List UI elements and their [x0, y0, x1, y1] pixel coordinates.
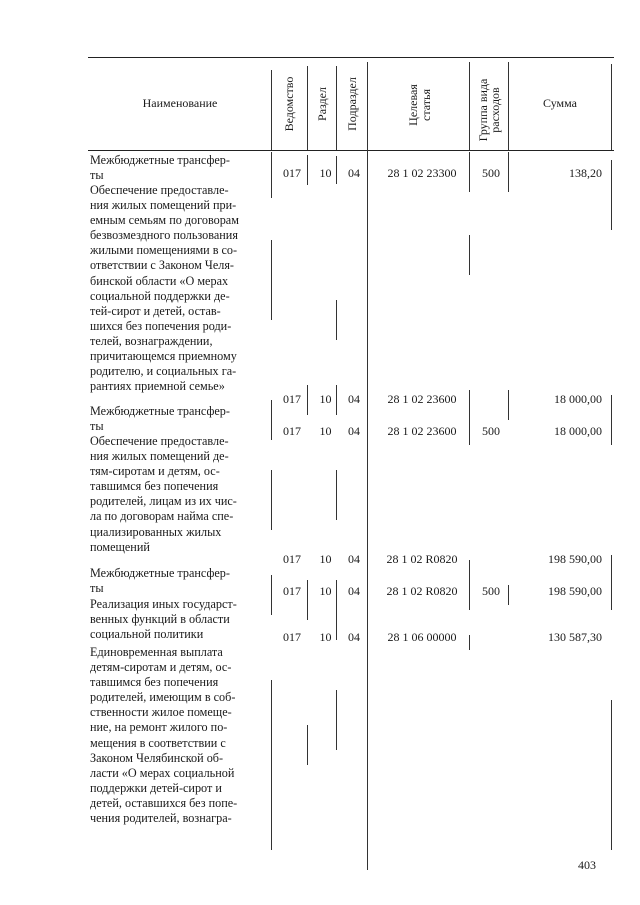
name-line: ния жилых помещений при-	[90, 198, 237, 213]
header-podrazdel: Подраздел	[345, 77, 359, 131]
col-sep	[508, 62, 509, 150]
cell-group: 500	[482, 584, 500, 598]
col-sep	[611, 64, 612, 150]
col-sep-body	[611, 555, 612, 610]
name-line: жилыми помещениями в со-	[90, 243, 238, 258]
name-line: венных функций в области	[90, 612, 230, 627]
name-line: помещений	[90, 539, 150, 554]
name-line: ла по договорам найма спе-	[90, 509, 234, 524]
name-line: ния жилых помещений де-	[90, 449, 229, 464]
name-line: циализированных жилых	[90, 524, 222, 539]
cell-sum: 198 590,00	[548, 552, 602, 566]
cell-target: 28 1 02 23600	[387, 392, 457, 406]
name-line: бинской области «О мерах	[90, 273, 229, 288]
col-sep-body	[469, 235, 470, 275]
col-sep	[367, 62, 368, 150]
name-line: безвозмездного пользования	[90, 228, 238, 243]
name-block-transfers-2	[90, 404, 266, 434]
header-bottom-rule	[88, 150, 614, 151]
col-sep-body	[508, 390, 509, 420]
cell-vedomstvo: 017	[283, 630, 301, 644]
cell-podrazdel: 04	[348, 584, 360, 598]
header-group-text: Группа вида расходов	[476, 78, 502, 142]
cell-vedomstvo: 017	[283, 424, 301, 438]
name-line: чения родителей, вознагра-	[90, 811, 232, 826]
col-sep-body	[611, 160, 612, 230]
col-sep-body	[367, 150, 368, 870]
col-sep-body	[271, 400, 272, 440]
name-line: ственности жилое помеще-	[90, 705, 232, 720]
name-block-one-time-payment	[90, 645, 266, 826]
cell-sum: 198 590,00	[548, 584, 602, 598]
cell-razdel: 10	[319, 552, 332, 566]
name-line: родителей, лицам из их чис-	[90, 494, 237, 509]
name-line: рантиях приемной семье»	[90, 379, 225, 394]
name-line: Межбюджетные трансфер-	[90, 153, 230, 167]
name-line: причитающемся приемному	[90, 349, 237, 364]
col-sep-body	[611, 700, 612, 850]
cell-group: 500	[482, 166, 500, 180]
col-sep	[271, 70, 272, 150]
cell-target: 28 1 02 R0820	[386, 552, 458, 566]
name-line: Единовременная выплата	[90, 645, 223, 659]
cell-sum: 18 000,00	[554, 392, 602, 406]
col-sep-body	[336, 690, 337, 750]
name-line: тавшимся без попечения	[90, 479, 219, 494]
name-line: тавшимся без попечения	[90, 675, 219, 690]
cell-sum: 138,20	[569, 166, 602, 180]
name-block-foster-families	[90, 183, 266, 394]
name-line: Обеспечение предоставле-	[90, 183, 229, 197]
name-line: поддержки детей-сирот и	[90, 780, 222, 795]
cell-razdel: 10	[319, 166, 332, 180]
header-sum: Сумма	[543, 96, 577, 110]
cell-target: 28 1 02 23300	[387, 166, 457, 180]
cell-podrazdel: 04	[348, 630, 360, 644]
cell-podrazdel: 04	[348, 552, 360, 566]
name-block-orphans-housing	[90, 434, 266, 555]
header-top-rule	[88, 57, 614, 58]
name-line: детей, оставшихся без попе-	[90, 795, 238, 810]
name-line: ответствии с Законом Челя-	[90, 258, 234, 273]
header-vedomstvo: Ведомство	[282, 76, 296, 132]
name-line: тям-сиротам и детям, ос-	[90, 464, 220, 479]
cell-group: 500	[482, 424, 500, 438]
cell-razdel: 10	[319, 424, 332, 438]
header-razdel: Раздел	[315, 87, 329, 121]
name-line: Межбюджетные трансфер-	[90, 404, 230, 418]
cell-podrazdel: 04	[348, 166, 360, 180]
cell-podrazdel: 04	[348, 392, 360, 406]
name-line: социальной поддержки де-	[90, 288, 230, 303]
cell-vedomstvo: 017	[283, 584, 301, 598]
name-line: емным семьям по договорам	[90, 213, 239, 228]
col-sep-body	[611, 395, 612, 445]
name-line: ние, на ремонт жилого по-	[90, 720, 228, 735]
name-line: родителю, и социальных га-	[90, 364, 237, 379]
name-block-transfers-1	[90, 153, 266, 183]
col-sep-body	[271, 575, 272, 615]
name-block-transfers-3	[90, 566, 266, 596]
name-line: мещения в соответствии с	[90, 735, 226, 750]
col-sep-body	[271, 240, 272, 320]
name-line: социальной политики	[90, 627, 204, 642]
cell-target: 28 1 02 R0820	[386, 584, 458, 598]
name-block-state-functions	[90, 597, 266, 642]
col-sep-body	[271, 680, 272, 850]
name-line: телей, вознаграждении,	[90, 333, 213, 348]
name-line: Реализация иных государст-	[90, 597, 237, 611]
col-sep-body	[336, 470, 337, 520]
col-sep-body	[307, 725, 308, 765]
header-name: Наименование	[142, 96, 218, 110]
name-line: ласти «О мерах социальной	[90, 765, 235, 780]
page-number: 403	[578, 858, 596, 872]
cell-sum: 18 000,00	[554, 424, 602, 438]
name-line: Обеспечение предоставле-	[90, 434, 229, 448]
cell-razdel: 10	[319, 630, 332, 644]
cell-vedomstvo: 017	[283, 166, 301, 180]
cell-target: 28 1 06 00000	[387, 630, 457, 644]
cell-podrazdel: 04	[348, 424, 360, 438]
col-sep	[307, 66, 308, 150]
header-target-text: Целевая статья	[406, 84, 433, 126]
name-line: ты	[90, 419, 104, 434]
cell-vedomstvo: 017	[283, 552, 301, 566]
name-line: ты	[90, 581, 104, 596]
name-line: родителей, имеющим в соб-	[90, 690, 236, 705]
col-sep	[469, 62, 470, 150]
header-target	[407, 65, 433, 145]
col-sep-body	[271, 470, 272, 530]
cell-razdel: 10	[319, 392, 332, 406]
name-line: Законом Челябинской об-	[90, 750, 224, 765]
name-line: тей-сирот и детей, остав-	[90, 303, 221, 318]
col-sep	[336, 66, 337, 150]
col-sep-body	[336, 300, 337, 340]
cell-sum: 130 587,30	[548, 630, 602, 644]
col-sep-body	[271, 152, 272, 198]
cell-razdel: 10	[319, 584, 332, 598]
cell-target: 28 1 02 23600	[387, 424, 457, 438]
cell-vedomstvo: 017	[283, 392, 301, 406]
name-line: шихся без попечения роди-	[90, 318, 232, 333]
header-group	[477, 70, 501, 150]
name-line: детям-сиротам и детям, ос-	[90, 660, 232, 675]
name-line: Межбюджетные трансфер-	[90, 566, 230, 580]
name-line: ты	[90, 168, 104, 183]
